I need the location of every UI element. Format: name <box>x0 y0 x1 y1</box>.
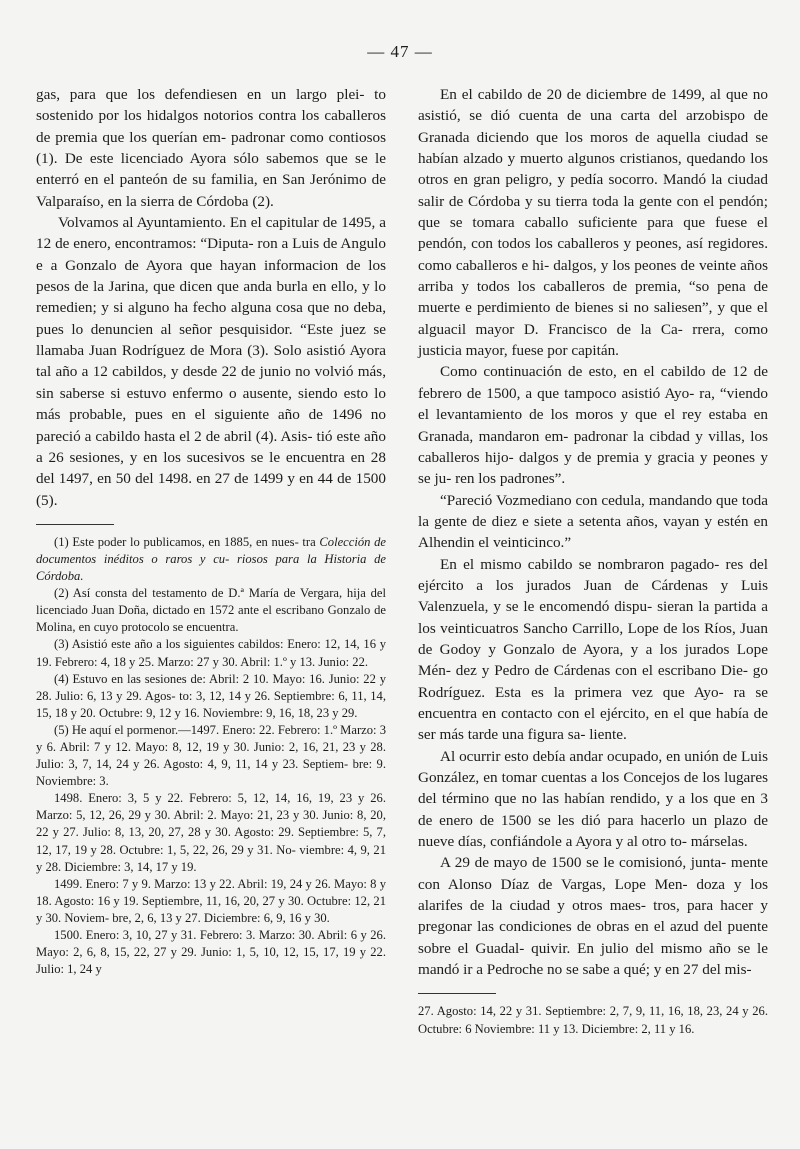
footnote: (3) Asistió este año a los siguientes cabildos: Enero: 12, 14, 16 y 19. Febrero: 4, 18 y 25. Marzo: 27 y 30. Abril: 1.º y 13. Junio: 22. <box>36 637 386 669</box>
paragraph: Al ocurrir esto debía andar ocupado, en unión de Luis González, en tomar cuentas a los Concejos de los lugares del término que no las habían rendido, y a los que en 3 de enero de 1500 se les dió para hacerlo un plazo de nueve días, confiándole a Ayora y al otro to- márselas. <box>418 747 768 851</box>
left-body-text <box>36 84 386 511</box>
footnote-rule <box>36 524 114 525</box>
footnote: (5) He aquí el pormenor.—1497. Enero: 22. Febrero: 1.º Marzo: 3 y 6. Abril: 7 y 12. Mayo: 8, 12, 19 y 30. Junio: 2, 16, 21, 23 y 28. Julio: 3, 7, 14, 24 y 26. Agosto: 4, 9, 11, 14 y 23. Septiem- bre: 9. Noviembre: 3. <box>36 722 386 789</box>
left-footnotes <box>36 534 386 978</box>
paragraph: A 29 de mayo de 1500 se le comisionó, junta- mente con Alonso Díaz de Vargas, Lope Men- doza y los alarifes de la ciudad y otros maes- tros, para hacer y pregonar las condiciones de obras en el azud del puente sobre el Guadal- quivir. En julio del mismo año se le mandó ir a Pedroche no se sabe a qué; y en 27 del mis- <box>418 854 768 979</box>
right-column <box>418 84 768 1038</box>
footnote: (1) Este poder lo publicamos, en 1885, en nues- tra Colección de documentos inéditos o raros y cu- riosos para la Historia de Córdoba. <box>36 534 387 584</box>
footnote: 1500. Enero: 3, 10, 27 y 31. Febrero: 3. Marzo: 30. Abril: 6 y 26. Mayo: 2, 6, 8, 15, 22, 27 y 29. Junio: 1, 5, 10, 12, 15, 17, 19 y 22. Julio: 1, 24 y <box>36 928 386 977</box>
footnote: 1498. Enero: 3, 5 y 22. Febrero: 5, 12, 14, 16, 19, 23 y 26. Marzo: 5, 12, 26, 29 y 30. Abril: 2. Mayo: 21, 23 y 30. Junio: 8, 20, 22 y 27. Julio: 8, 13, 20, 27, 28 y 30. Agosto: 29. Septiembre: 5, 7, 12, 17, 19 y 28. Octubre: 1, 5, 22, 26, 29 y 31. No- viembre: 4, 9, 21 y 28. Diciembre: 3, 14, 17 y 19. <box>36 791 386 874</box>
right-body-text <box>418 84 768 980</box>
paragraph: Como continuación de esto, en el cabildo de 12 de febrero de 1500, a que tampoco asistió Ayo- ra, “viendo el levantamiento de los moros y que el rey estaba en Granada, mandaron em- padronar la cibdad y villas, los caballeros hijo- dalgos y de premia y gracia y peones y se ju- ren los padrones”. <box>418 363 768 488</box>
paragraph: Volvamos al Ayuntamiento. En el capitular de 1495, a 12 de enero, encontramos: “Diputa- ron a Luis de Angulo e a Gonzalo de Ayora que hayan informacion de los pesos de la Jarina, que dicen que anda burla en ello, y lo remedien; y si alguno ha fecho alguna cosa que no deba, pues lo denuncien al señor pesquisidor. “Este juez se llamaba Juan Rodríguez de Mora (3). Solo asistió Ayora tal año a 12 cabildos, y desde 22 de junio no volvió más, sin saberse si estuvo enfermo o ausente, siendo esto lo más probable, pues en el siguiente año de 1496 no pareció a cabildo hasta el 2 de abril (4). Asis- tió este año a 26 sesiones, y en los sucesivos se le encuentra en 28 del 1497, en 50 del 1498. en 27 de 1499 y en 44 de 1500 (5). <box>36 214 386 509</box>
paragraph: En el mismo cabildo se nombraron pagado- res del ejército a los jurados Juan de Cárdenas y Luis Valenzuela, y se le encomendó dispu- sieran la partida a los veinticuatros Sancho Carrillo, Lope de los Ríos, Juan de Godoy y Gonzalo de Ayora, y a los jurados Lope Mén- dez y Pedro de Cárdenas con el escribano Die- go Rodríguez. Esta es la primera vez que Ayo- ra se encuentra en contacto con el ejército, en el que había de ser más tarde una figura sa- liente. <box>418 555 768 744</box>
footnote: 27. Agosto: 14, 22 y 31. Septiembre: 2, 7, 9, 11, 16, 18, 23, 24 y 26. Octubre: 6 Noviembre: 11 y 13. Diciembre: 2, 11 y 16. <box>418 1004 768 1036</box>
paragraph: En el cabildo de 20 de diciembre de 1499, al que no asistió, se dió cuenta de una carta del arzobispo de Granada diciendo que los moros de aquella ciudad se habían alzado y muerto algunos cristianos, quedando los otros en gran peligro, y pedía socorro. Mandó la ciudad salir de Córdoba y su tierra toda la gente con el pendón; que se tomara caballo suficiente para que fuese el pendón, con todos los caballeros y peones, así regidores. como caballeros e hi- dalgos, y los peones de veinte años arriba y todos los caballeros de premia, “so pena de muerte e perdimiento de bienes si no saliesen”, y que el alguacil mayor D. Francisco de la Ca- rrera, como justicia mayor, fuese por capitán. <box>418 86 768 360</box>
footnote: (4) Estuvo en las sesiones de: Abril: 2 10. Mayo: 16. Junio: 22 y 28. Julio: 6, 13 y 29. Agos- to: 3, 12, 14 y 26. Septiembre: 6, 11, 14, 15, 18 y 20. Octubre: 9, 12 y 16. Noviembre: 9, 16, 18, 23 y 29. <box>36 671 386 720</box>
footnote: (2) Así consta del testamento de D.ª María de Vergara, hija del licenciado Juan Doña, dictado en 1572 ante el escribano Gonzalo de Molina, en cuyo protocolo se encuentra. <box>36 586 386 635</box>
paragraph: gas, para que los defendiesen en un largo plei- to sostenido por los hidalgos notorios contra los caballeros de premia que los querían em- padronar como contiosos (1). De este licenciado Ayora sólo sabemos que se le enterró en el panteón de su familia, en San Jerónimo de Valparaíso, en la sierra de Córdoba (2). <box>36 86 386 210</box>
footnote-rule <box>418 993 496 994</box>
paragraph: “Pareció Vozmediano con cedula, mandando que toda la gente de diez e siete a setenta años, vayan y estén en Alhendin el veinticinco.” <box>418 491 768 552</box>
page-number: — 47 — <box>367 42 433 61</box>
left-column <box>36 84 386 978</box>
footnote-title: Colección de documentos inéditos o raros y cu- riosos para la Historia de Córdoba. <box>36 534 387 584</box>
right-footnotes <box>418 1003 768 1037</box>
footnote: 1499. Enero: 7 y 9. Marzo: 13 y 22. Abril: 19, 24 y 26. Mayo: 8 y 18. Agosto: 16 y 19. Septiembre, 11, 16, 20, 27 y 30. Octubre: 12, 21 y 30. Noviem- bre, 2, 6, 13 y 27. Diciembre: 6, 9, 16 y 30. <box>36 876 386 925</box>
